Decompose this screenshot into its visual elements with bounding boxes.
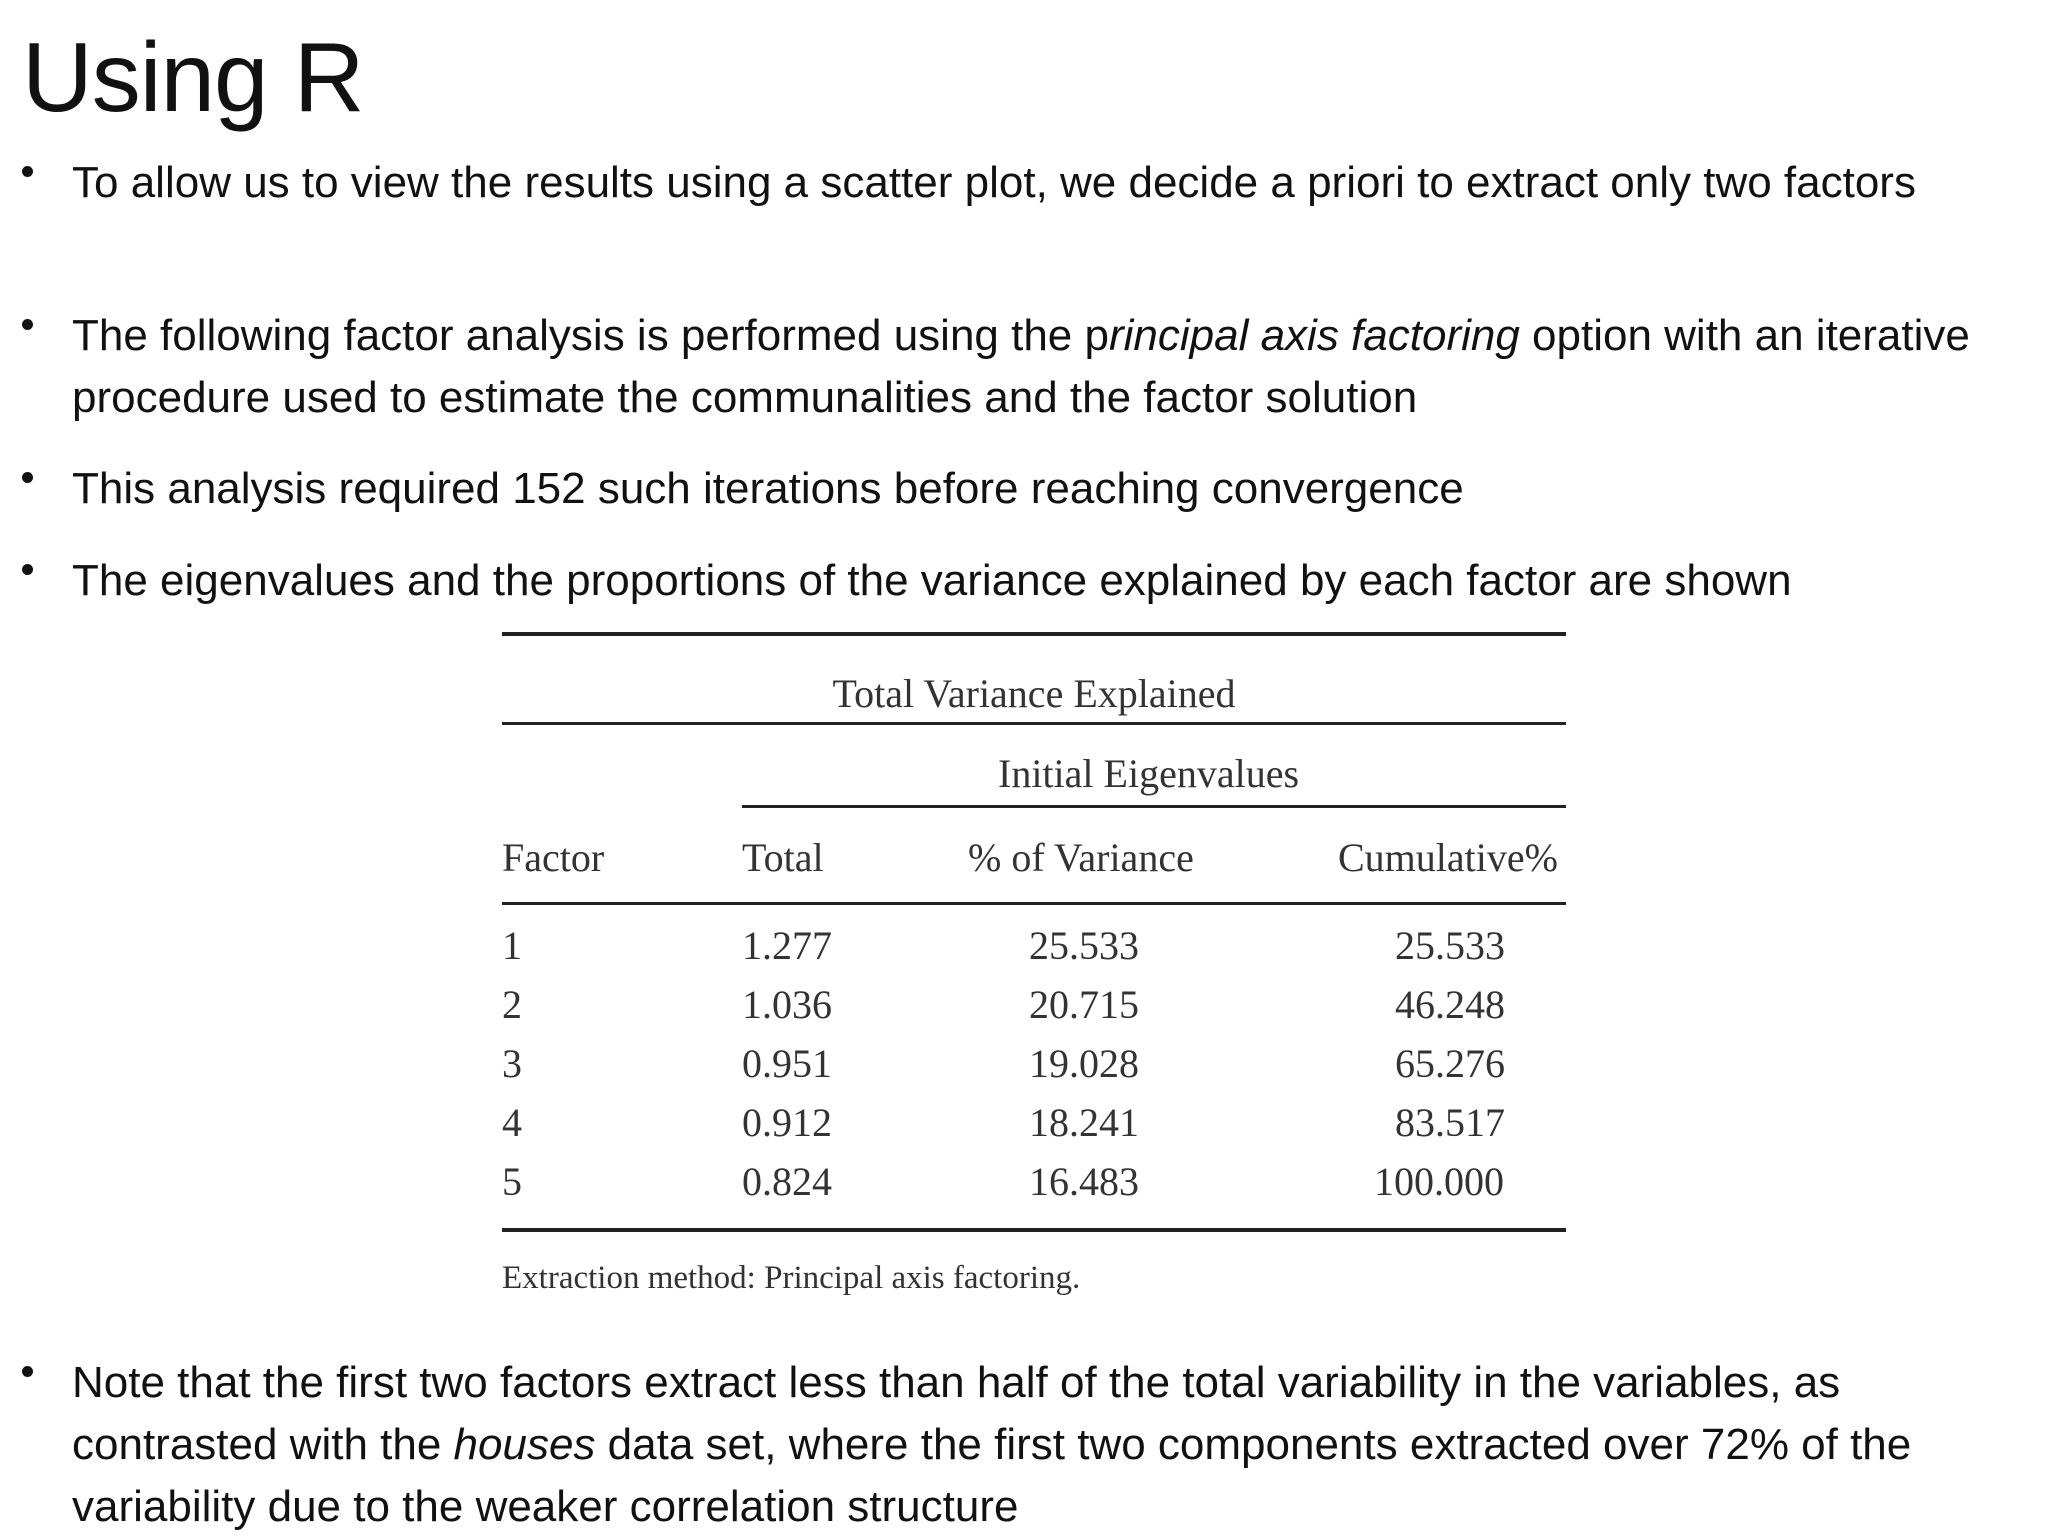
- group-header: Initial Eigenvalues: [998, 751, 1300, 796]
- cell-factor: 3: [502, 1041, 522, 1086]
- cell-factor: 5: [502, 1159, 522, 1204]
- bullet-2-text: The following factor analysis is performed using the principal axis factoring option with an iterative procedure used to estimate the communalities and the factor solution: [72, 311, 1970, 422]
- column-header-variance: % of Variance: [968, 835, 1194, 880]
- column-header-factor: Factor: [502, 835, 605, 880]
- column-header-rule: [502, 902, 1566, 905]
- cell-variance: 25.533: [1029, 923, 1139, 968]
- cell-cumulative: 100.000: [1374, 1159, 1504, 1204]
- bullet-dot: [22, 166, 33, 177]
- bullet-dot: [22, 472, 33, 483]
- cell-total: 0.912: [742, 1100, 832, 1145]
- bullet-3-text: This analysis required 152 such iterations before reaching convergence: [72, 464, 1464, 513]
- cell-variance: 18.241: [1029, 1100, 1139, 1145]
- cell-variance: 16.483: [1029, 1159, 1139, 1204]
- cell-total: 1.036: [742, 982, 832, 1027]
- cell-cumulative: 65.276: [1395, 1041, 1505, 1086]
- bullet-dot: [22, 564, 33, 575]
- cell-total: 0.824: [742, 1159, 832, 1204]
- cell-cumulative: 46.248: [1395, 982, 1505, 1027]
- cell-variance: 20.715: [1029, 982, 1139, 1027]
- column-header-cumulative: Cumulative%: [1338, 835, 1558, 880]
- bullet-1-text: To allow us to view the results using a scatter plot, we decide a priori to extract only two factors: [72, 158, 1916, 207]
- group-header-rule: [742, 805, 1566, 808]
- slide-title: Using R: [22, 22, 364, 132]
- bullet-5-text: Note that the first two factors extract less than half of the total variability in the variables, as contrasted with the houses data set, where the first two components extracted over 72% of the variability due to the weaker correlation structure: [72, 1358, 1912, 1531]
- bullet-dot: [22, 1366, 33, 1377]
- cell-variance: 19.028: [1029, 1041, 1139, 1086]
- cell-total: 0.951: [742, 1041, 832, 1086]
- bullet-4-text: The eigenvalues and the proportions of the variance explained by each factor are shown: [72, 556, 1792, 605]
- table-bottom-rule: [502, 1228, 1566, 1232]
- cell-total: 1.277: [742, 923, 832, 968]
- table-footnote: Extraction method: Principal axis factoring.: [502, 1260, 1081, 1296]
- cell-factor: 4: [502, 1100, 522, 1145]
- cell-factor: 2: [502, 982, 522, 1027]
- table-title: Total Variance Explained: [832, 671, 1236, 716]
- cell-factor: 1: [502, 923, 522, 968]
- cell-cumulative: 83.517: [1395, 1100, 1505, 1145]
- column-header-total: Total: [742, 835, 824, 880]
- bullet-dot: [22, 319, 33, 330]
- cell-cumulative: 25.533: [1395, 923, 1505, 968]
- table-top-rule: [502, 632, 1566, 636]
- table-title-rule: [502, 722, 1566, 725]
